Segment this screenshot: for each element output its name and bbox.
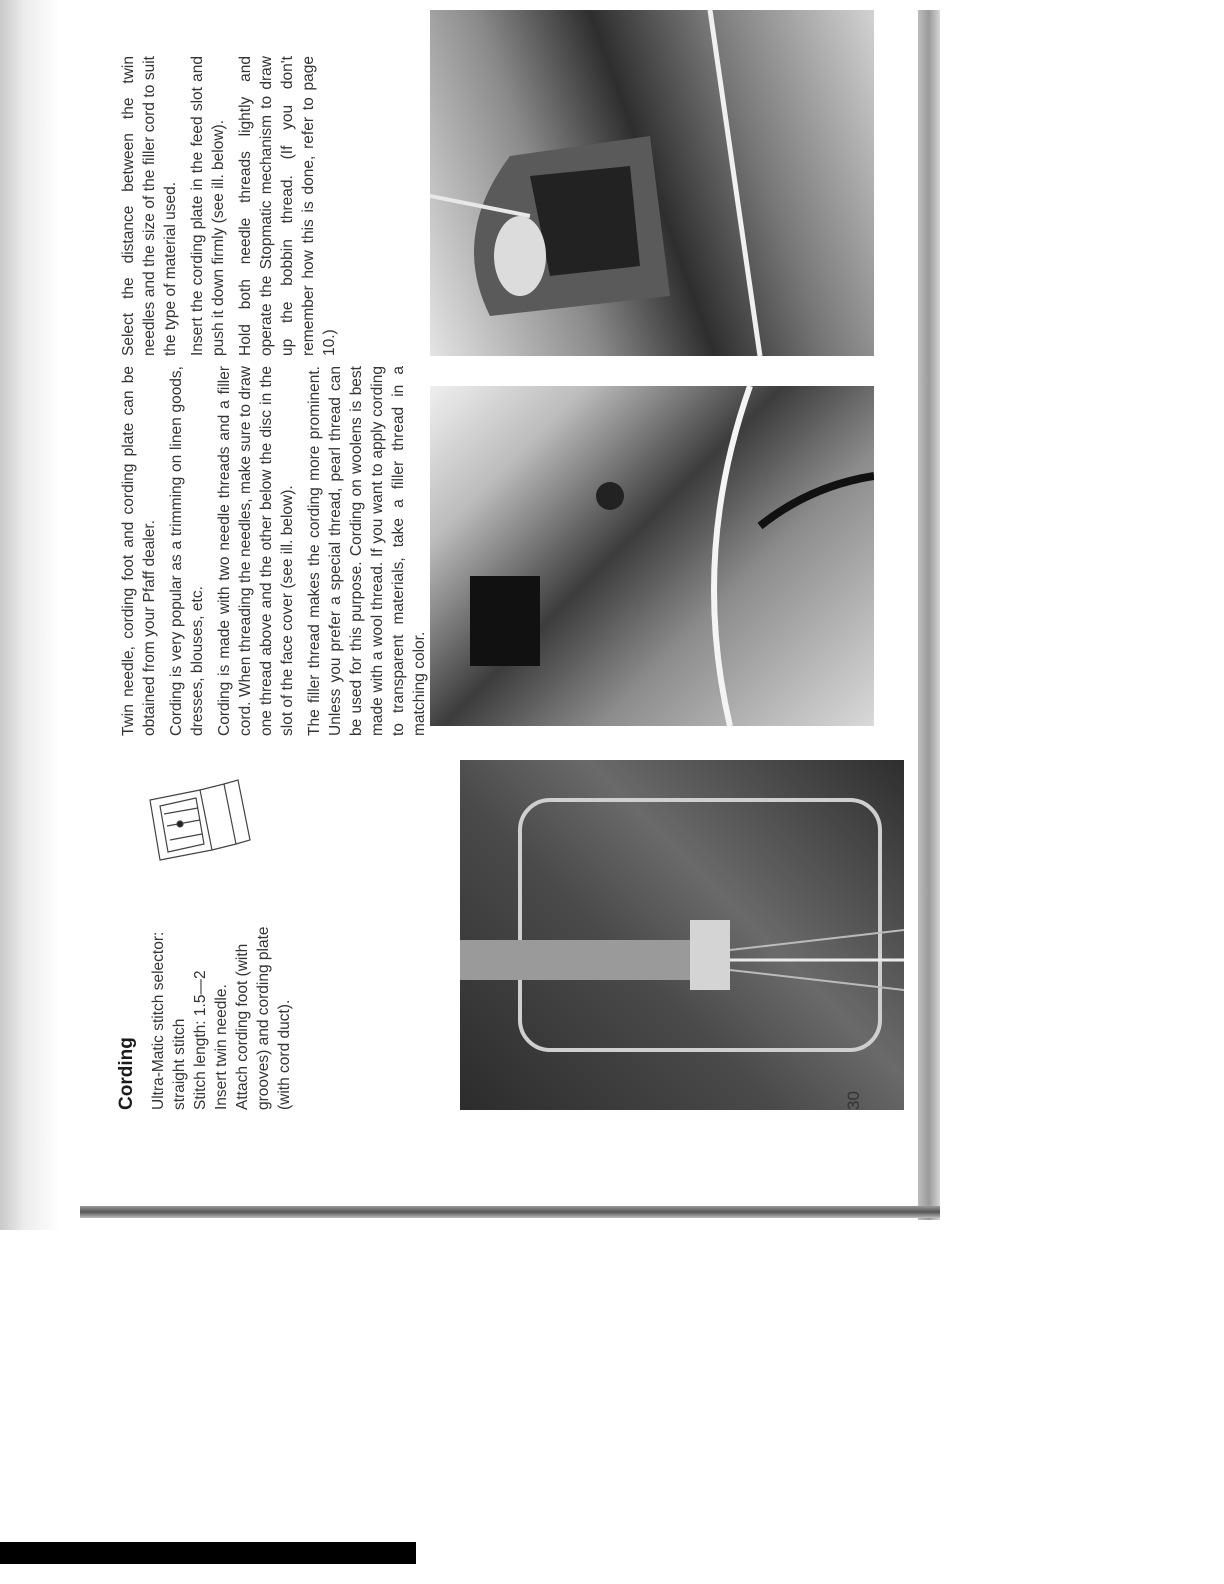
photo-drawing-up-bobbin-thread	[430, 10, 874, 356]
text-column-middle	[118, 366, 436, 736]
settings-line: Stitch length: 1.5—2	[192, 970, 209, 1110]
paragraph: The filler thread makes the cording more prominent. Unless you prefer a special thread, pearl thread can be used for this purpose. Cording on woolens is best made with a wool thread. If you want to apply cording to transparent materials, take a filler thread in a matching color.	[306, 366, 428, 736]
scan-shadow-left	[0, 0, 60, 1230]
paragraph: Hold both needle threads lightly and operate the Stopmatic mechanism to draw up the bobbin thread. (If you don't remember how this is done, refer to page 10.)	[237, 56, 338, 356]
settings-line: grooves) and cording plate	[255, 926, 272, 1110]
manual-page	[100, 50, 920, 1150]
photo-face-cover-threading	[430, 386, 874, 726]
settings-line: (with cord duct).	[276, 999, 293, 1110]
scan-black-bar	[0, 1542, 416, 1564]
settings-line: straight stitch	[171, 1018, 188, 1110]
settings-line: Insert twin needle.	[213, 984, 230, 1110]
paragraph: Twin needle, cording foot and cording plate can be obtained from your Pfaff dealer.	[120, 366, 158, 736]
page-title: Cording	[116, 1037, 137, 1110]
cording-foot-drawing	[140, 770, 260, 880]
scan-shadow-right	[918, 10, 940, 1220]
paragraph: Select the distance between the twin needles and the size of the filler cord to suit the type of material used.	[120, 56, 179, 356]
scan-shadow-bottom	[80, 1206, 940, 1218]
settings-line: Ultra-Matic stitch selector:	[150, 931, 167, 1110]
settings-line: Attach cording foot (with	[234, 943, 251, 1110]
paragraph: Cording is made with two needle threads and a filler cord. When threading the needles, make sure to draw one thread above and the other below the disc in the slot of the face cover (see ill. below).	[216, 366, 296, 736]
paragraph: Cording is very popular as a trimming on linen goods, dresses, blouses, etc.	[168, 366, 206, 736]
page-number: 30	[844, 1091, 863, 1110]
photo-cording-foot-stitching	[460, 760, 904, 1110]
text-column-right	[118, 56, 346, 356]
paragraph: Insert the cording plate in the feed slot and push it down firmly (see ill. below).	[189, 56, 227, 356]
